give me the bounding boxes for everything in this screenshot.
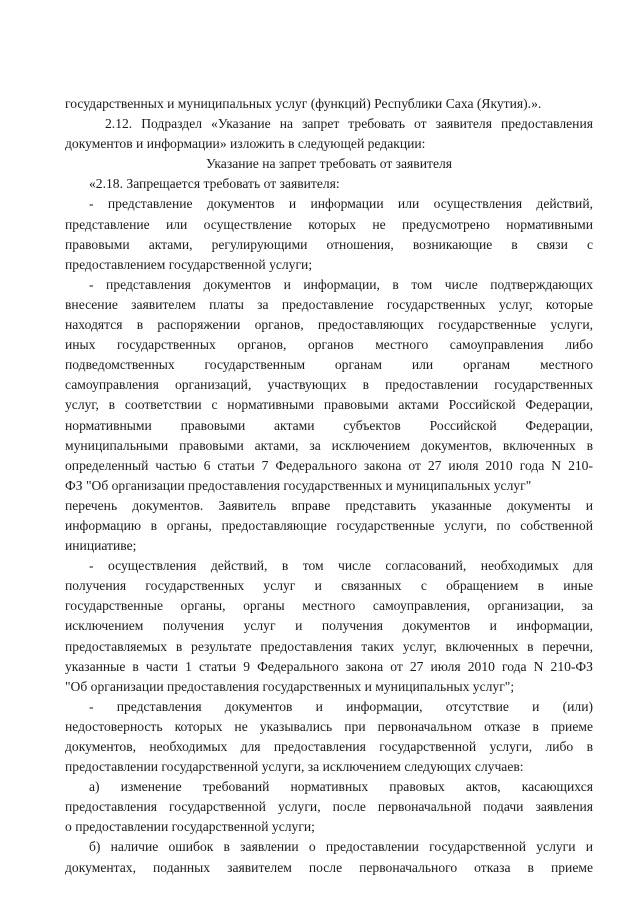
text-line: а) изменение требований нормативных правовых актов, касающихся xyxy=(89,779,593,795)
text-line: б) наличие ошибок в заявлении о предоставлении государственной услуги и xyxy=(89,839,593,855)
text-line: - осуществления действий, в том числе согласований, необходимых для xyxy=(89,558,593,574)
text-line: предоставлением государственной услуги; xyxy=(65,256,313,272)
text-line: государственные органы, органы местного самоуправления, организации, за xyxy=(65,598,593,614)
text-line: информацию в органы, предоставляющие государственные услуги, по собственной xyxy=(65,517,593,533)
text-line: правовыми актами, регулирующими отношения, возникающие в связи с xyxy=(65,236,593,252)
text-line: определенный частью 6 статьи 7 Федерального закона от 27 июля 2010 года N 210- xyxy=(65,457,593,473)
text-line: находятся в распоряжении органов, предоставляющих государственные услуги, xyxy=(65,317,593,333)
text-line: подведомственных государственным органам или органам местного xyxy=(65,357,593,373)
text-line: инициативе; xyxy=(65,538,137,554)
text-line: указанные в части 1 статьи 9 Федерального закона от 27 июля 2010 года N 210-ФЗ xyxy=(65,658,593,674)
text-line: - представления документов и информации, отсутствие и (или) xyxy=(89,698,593,714)
text-line: представление или осуществление которых не предусмотрено нормативными xyxy=(65,216,593,232)
text-line: иных государственных органов, органов местного самоуправления либо xyxy=(65,337,593,353)
text-line: государственных и муниципальных услуг (функций) Республики Саха (Якутия).». xyxy=(65,96,542,111)
text-line: "Об организации предоставления государственных и муниципальных услуг"; xyxy=(65,678,515,694)
text-line: ФЗ "Об организации предоставления государственных и муниципальных услуг" xyxy=(65,477,532,493)
text-line: получения государственных услуг и связанных с обращением в иные xyxy=(65,578,593,594)
text-line: «2.18. Запрещается требовать от заявителя: xyxy=(89,176,340,192)
text-line: - представления документов и информации, в том числе подтверждающих xyxy=(89,276,593,292)
text-line: недостоверность которых не указывались при первоначальном отказе в приеме xyxy=(65,718,593,734)
text-line: исключением получения услуг и получения документов и информации, xyxy=(65,618,593,634)
text-line: муниципальными правовыми актами, за исключением документов, включенных в xyxy=(65,437,593,453)
text-line: о предоставлении государственной услуги; xyxy=(65,819,315,835)
text-line: предоставляемых в результате предоставления таких услуг, включенных в перечни, xyxy=(65,638,593,654)
document-body xyxy=(65,94,593,878)
text-line: услуг, в соответствии с нормативными правовыми актами Российской Федерации, xyxy=(65,397,593,413)
text-line: документов и информации» изложить в следующей редакции: xyxy=(65,136,426,152)
text-line: документов, необходимых для предоставления государственной услуги, либо в xyxy=(65,739,593,754)
text-line: - представление документов и информации или осуществления действий, xyxy=(89,196,593,212)
text-line: документах, поданных заявителем после первоначального отказа в приеме xyxy=(65,859,593,875)
text-line: перечень документов. Заявитель вправе представить указанные документы и xyxy=(65,497,593,513)
text-line: внесение заявителем платы за предоставление государственных услуг, которые xyxy=(65,296,593,312)
text-line: самоуправления организаций, участвующих в предоставлении государственных xyxy=(65,377,593,393)
section-heading: Указание на запрет требовать от заявителя xyxy=(205,156,453,172)
text-line: предоставления государственной услуги, после первоначальной подачи заявления xyxy=(65,799,593,815)
text-line: предоставлении государственной услуги, за исключением следующих случаев: xyxy=(65,759,524,775)
text-line: 2.12. Подраздел «Указание на запрет требовать от заявителя предоставления xyxy=(105,116,593,132)
text-line: нормативными правовыми актами субъектов Российской Федерации, xyxy=(65,417,593,433)
